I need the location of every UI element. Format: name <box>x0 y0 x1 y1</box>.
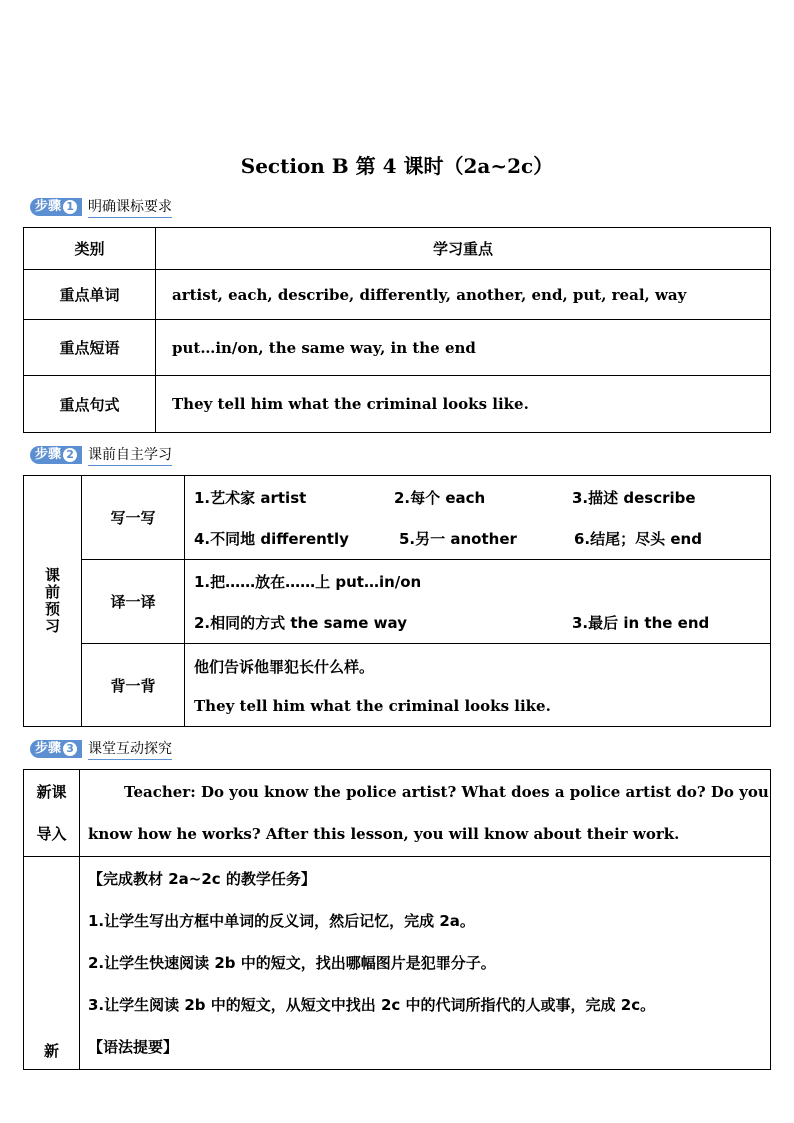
step-badge <box>30 198 82 216</box>
intro-label: 导入 <box>36 825 67 843</box>
step-3-heading <box>30 740 172 758</box>
step-number: 1 <box>63 200 77 214</box>
step-badge-text: 步骤 <box>35 199 62 214</box>
row-label: 译一译 <box>82 560 185 644</box>
side-label-cell <box>24 476 82 727</box>
step-label: 课堂互动探究 <box>88 738 172 760</box>
step-badge-text: 步骤 <box>35 447 62 462</box>
recite-english: They tell him what the criminal looks like. <box>194 696 551 715</box>
item: 3.最后 in the end <box>572 613 710 632</box>
step-2-heading <box>30 446 172 464</box>
row-category: 重点单词 <box>24 270 156 320</box>
grammar-header: 【语法提要】 <box>88 1038 179 1056</box>
row-content: put…in/on, the same way, in the end <box>156 320 771 376</box>
step-label: 课前自主学习 <box>88 444 172 466</box>
page-title: Section B 第 4 课时（2a~2c） <box>240 154 554 178</box>
task-item: 3.让学生阅读 2b 中的短文，从短文中找出 2c 中的代词所指代的人或事，完成 2c。 <box>88 996 656 1014</box>
preview-table <box>23 475 771 727</box>
row-content <box>185 476 771 560</box>
item: 4.不同地 differently <box>194 529 349 548</box>
step-badge <box>30 740 82 758</box>
item: 2.相同的方式 the same way <box>194 613 407 632</box>
row-category: 重点短语 <box>24 320 156 376</box>
step-number: 3 <box>63 742 77 756</box>
intro-label: 新课 <box>36 783 67 801</box>
row-label: 写一写 <box>82 476 185 560</box>
intro-line: Teacher: Do you know the police artist? What does a police artist do? Do you <box>124 783 769 801</box>
focus-table <box>23 227 771 433</box>
side-label: 课前预习 <box>43 567 61 635</box>
tasks-header: 【完成教材 2a~2c 的教学任务】 <box>88 870 316 888</box>
item: 5.另一 another <box>399 529 517 548</box>
step-badge-text: 步骤 <box>35 741 62 756</box>
header-category: 类别 <box>24 228 156 270</box>
task-item: 2.让学生快速阅读 2b 中的短文，找出哪幅图片是犯罪分子。 <box>88 954 496 972</box>
step-label: 明确课标要求 <box>88 196 172 218</box>
intro-line: know how he works? After this lesson, you will know about their work. <box>88 825 680 843</box>
intro-content <box>80 770 771 857</box>
item: 3.描述 describe <box>572 488 696 507</box>
item: 6.结尾；尽头 end <box>574 529 702 548</box>
intro-label-cell <box>24 770 80 857</box>
recite-chinese: 他们告诉他罪犯长什么样。 <box>194 657 375 676</box>
step-1-heading <box>30 198 172 216</box>
tasks-content <box>80 857 771 1070</box>
item: 1.艺术家 artist <box>194 488 307 507</box>
row-content: artist, each, describe, differently, another, end, put, real, way <box>156 270 771 320</box>
header-focus: 学习重点 <box>156 228 771 270</box>
classroom-table <box>23 769 771 1070</box>
row-content <box>185 644 771 727</box>
row-category: 重点句式 <box>24 376 156 433</box>
row-content <box>185 560 771 644</box>
item: 2.每个 each <box>394 488 486 507</box>
step-number: 2 <box>63 448 77 462</box>
step-badge <box>30 446 82 464</box>
row-content: They tell him what the criminal looks like. <box>156 376 771 433</box>
row-label: 背一背 <box>82 644 185 727</box>
item: 1.把……放在……上 put…in/on <box>194 572 422 591</box>
new-label: 新 <box>24 857 80 1070</box>
task-item: 1.让学生写出方框中单词的反义词，然后记忆，完成 2a。 <box>88 912 475 930</box>
